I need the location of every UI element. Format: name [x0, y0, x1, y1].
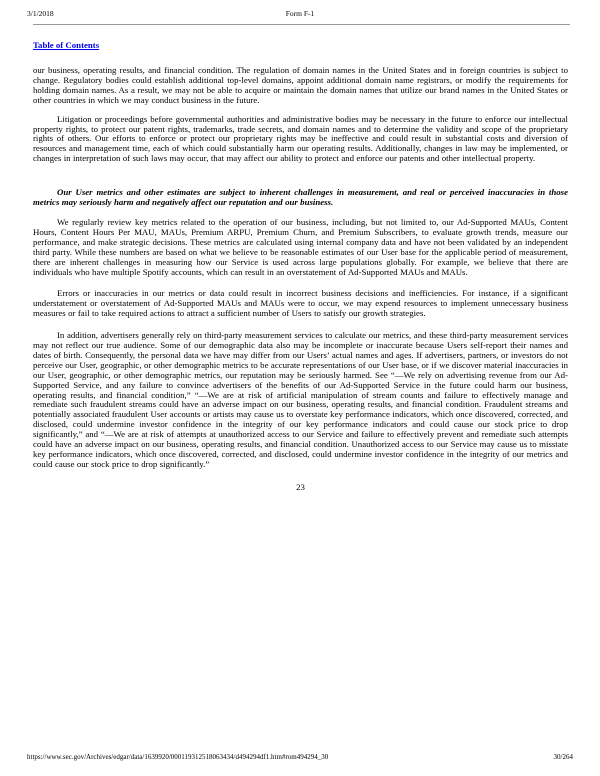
page-indicator: 30/264 [553, 753, 573, 761]
print-date: 3/1/2018 [27, 9, 54, 18]
risk-factor-heading-user-metrics: Our User metrics and other estimates are subject to inherent challenges in measurement, and real or perceived inaccuracies in those metrics may seriously harm and negatively affect our reputation and our business. [33, 187, 568, 208]
toc-link-row [33, 40, 568, 50]
paragraph-errors-inaccuracies: Errors or inaccuracies in our metrics or data could result in incorrect business decisions and inefficiencies. For instance, if a significant understatement or overstatement of Ad-Supported MAUs and MAUs were to occur, we may expend resources to implement unnecessary business measures or fail to take required actions to attract a sufficient number of Users to satisfy our growth strategies. [33, 288, 568, 319]
document-title: Form F-1 [285, 9, 315, 18]
document-body [33, 40, 568, 492]
table-of-contents-link[interactable]: Table of Contents [33, 40, 100, 50]
page-number: 23 [296, 481, 305, 492]
paragraph-metrics-review: We regularly review key metrics related to the operation of our business, including, but not limited to, our Ad-Supported MAUs, Content Hours, Content Hours Per MAU, MAUs, Premium ARPU, Premium Churn, and Premium Subscribers, to evaluate growth trends, measure our performance, and make strategic decisions. These metrics are calculated using internal company data and have not been validated by an independent third party. While these numbers are based on what we believe to be reasonable estimates of our User base for the applicable period of measurement, there are inherent challenges in measuring how our Service is used across large populations globally. For example, we believe that there are individuals who have multiple Spotify accounts, which can result in an overstatement of Ad-Supported MAUs and MAUs. [33, 216, 568, 277]
paragraph-third-party-measurement: In addition, advertisers generally rely on third-party measurement services to calculate our metrics, and these third-party measurement services may not reflect our true audience. Some of our demographic data also may be incomplete or inaccurate because Users self-report their names and dates of birth. Consequently, the personal data we have may differ from our Users’ actual names and ages. If advertisers, partners, or investors do not perceive our User, geographic, or other demographic metrics to be accurate representations of our User base, or if we discover material inaccuracies in our User, geographic, or other demographic metrics, our reputation may be seriously harmed. See “—We rely on advertising revenue from our Ad-Supported Service, and any failure to convince advertisers of the benefits of our Ad-Supported Service in the future could harm our business, operating results, and financial condition,” “—We are at risk of artificial manipulation of stream counts and failure to effectively manage and remediate such fraudulent streams could have an adverse impact on our business, operating results, and financial condition. Fraudulent streams and potentially associated fraudulent User accounts or artists may cause us to overstate key performance indicators, which once discovered, corrected, and disclosed, could undermine investor confidence in the integrity of our key performance indicators and could cause our stock price to drop significantly,” and “—We are at risk of attempts at unauthorized access to our Service and failure to effectively prevent and remediate such attempts could have an adverse impact on our business, operating results, and financial condition. Unauthorized access to our Service may cause us to misstate key performance indicators, which once discovered, corrected, and disclosed, could undermine investor confidence in the integrity of our metrics and could cause our stock price to drop significantly.” [33, 330, 568, 469]
source-url: https://www.sec.gov/Archives/edgar/data/1639920/000119312518063434/d494294df1.htm#rom494294_30 [27, 753, 329, 761]
header-divider [33, 24, 570, 25]
paragraph-domain-names-continuation: our business, operating results, and financial condition. The regulation of domain names in the United States and in foreign countries is subject to change. Regulatory bodies could establish additional top-level domains, appoint additional domain name registrars, or modify the requirements for holding domain names. As a result, we may not be able to acquire or maintain the domain names that utilize our brand names in the United States or other countries in which we may conduct business in the future. [33, 65, 568, 105]
paragraph-litigation: Litigation or proceedings before governmental authorities and administrative bodies may be necessary in the future to enforce our intellectual property rights, to protect our patent rights, trademarks, trade secrets, and domain names and to determine the validity and scope of the proprietary rights of others. Our efforts to enforce or protect our proprietary rights may be ineffective and could result in substantial costs and diversion of resources and management time, each of which could substantially harm our operating results. Additionally, changes in law may be implemented, or changes in interpretation of such laws may occur, that may affect our ability to protect and enforce our patents and other intellectual property. [33, 113, 568, 164]
